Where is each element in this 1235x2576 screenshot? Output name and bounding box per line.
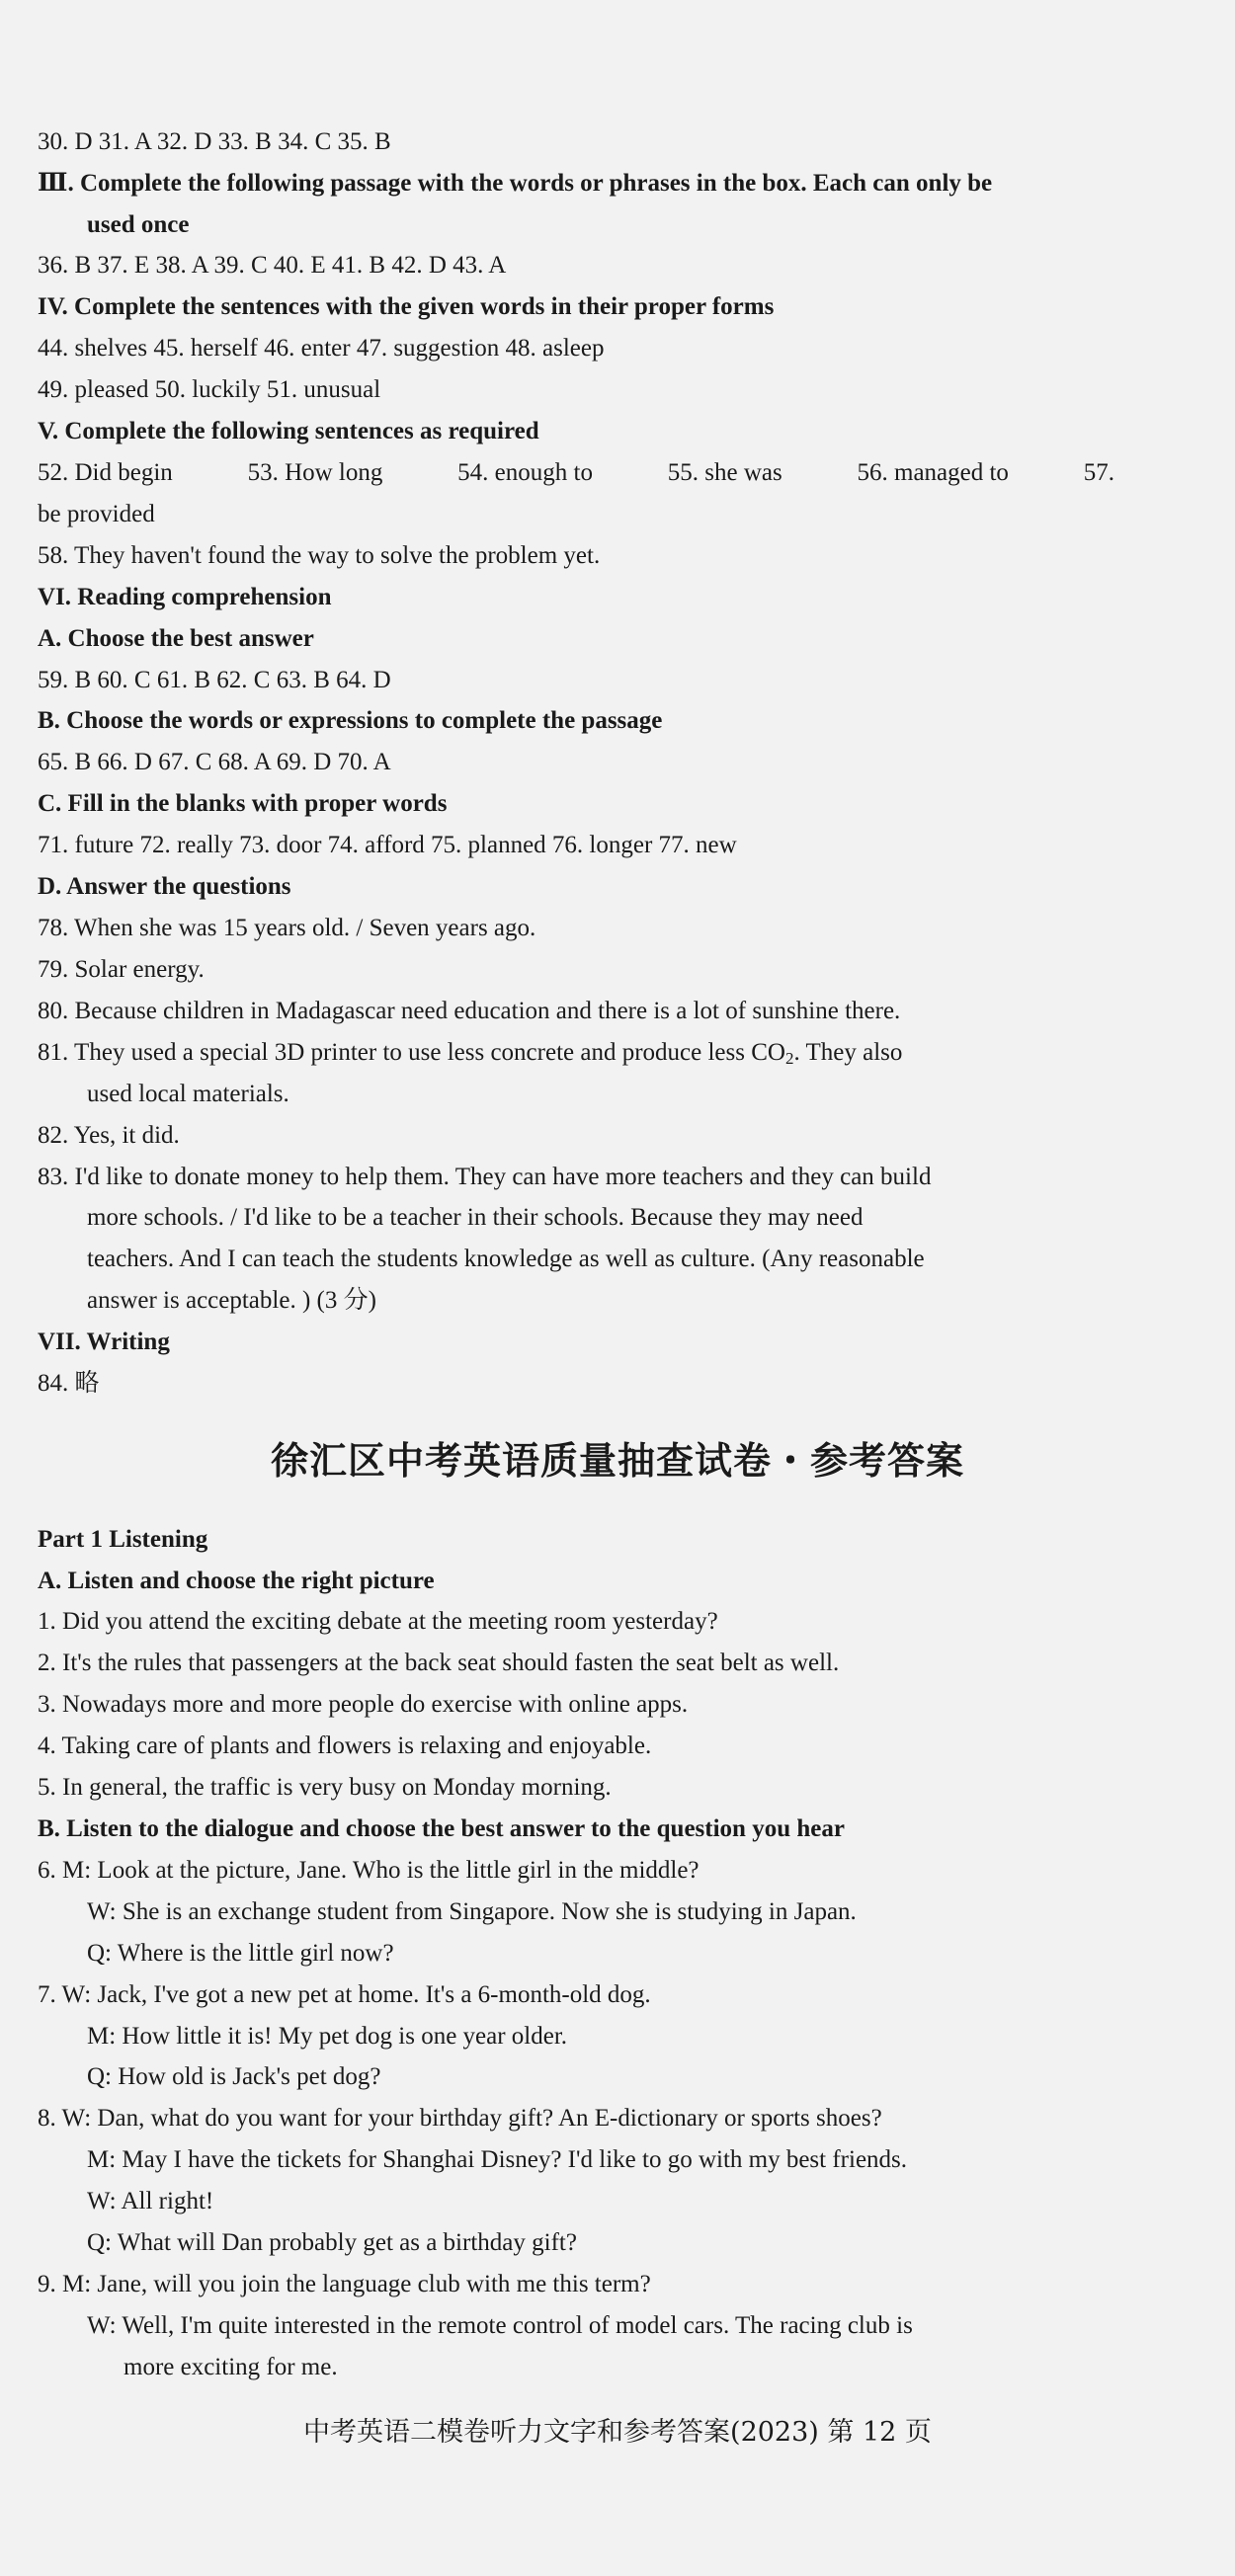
answer-line: 36. B 37. E 38. A 39. C 40. E 41. B 42. D 43. A bbox=[38, 252, 507, 279]
section-heading-cont: used once bbox=[87, 211, 190, 238]
subsection-heading: B. Listen to the dialogue and choose the best answer to the question you hear bbox=[38, 1815, 845, 1842]
part-heading: Part 1 Listening bbox=[38, 1526, 208, 1553]
dialogue-line: Q: What will Dan probably get as a birthday gift? bbox=[87, 2229, 577, 2256]
listening-line: 3. Nowadays more and more people do exercise with online apps. bbox=[38, 1691, 689, 1718]
answer-line-cont: teachers. And I can teach the students knowledge as well as culture. (Any reasonable bbox=[87, 1246, 925, 1272]
dialogue-line: 6. M: Look at the picture, Jane. Who is the little girl in the middle? bbox=[38, 1857, 700, 1884]
answer-line: 44. shelves 45. herself 46. enter 47. suggestion 48. asleep bbox=[38, 335, 605, 362]
listening-line: 1. Did you attend the exciting debate at the meeting room yesterday? bbox=[38, 1608, 718, 1635]
section-heading: V. Complete the following sentences as required bbox=[38, 418, 539, 444]
answer-line: 81. They used a special 3D printer to use less concrete and produce less $CO_2$. They also bbox=[38, 1039, 903, 1068]
section-heading: IV. Complete the sentences with the given words in their proper forms bbox=[38, 293, 775, 320]
dialogue-line: W: All right! bbox=[87, 2188, 214, 2214]
section-heading: Ⅲ. Complete the following passage with the words or phrases in the box. Each can only be bbox=[38, 170, 993, 197]
dialogue-line: M: May I have the tickets for Shanghai Disney? I'd like to go with my best friends. bbox=[87, 2146, 908, 2173]
answer-line-cont: answer is acceptable. ) (3 分) bbox=[87, 1287, 376, 1314]
dialogue-line: 9. M: Jane, will you join the language club with me this term? bbox=[38, 2271, 651, 2297]
subsection-heading: D. Answer the questions bbox=[38, 873, 291, 900]
answer-line-cont: be provided bbox=[38, 501, 155, 527]
answer-line: 58. They haven't found the way to solve the problem yet. bbox=[38, 542, 601, 569]
answer-line: 84. 略 bbox=[38, 1370, 100, 1397]
subsection-heading: B. Choose the words or expressions to complete the passage bbox=[38, 707, 663, 734]
dialogue-line: Q: How old is Jack's pet dog? bbox=[87, 2063, 381, 2090]
answer-line: 79. Solar energy. bbox=[38, 956, 205, 983]
listening-line: 4. Taking care of plants and flowers is relaxing and enjoyable. bbox=[38, 1732, 652, 1759]
dialogue-line: W: She is an exchange student from Singapore. Now she is studying in Japan. bbox=[87, 1898, 857, 1925]
dialogue-line: 8. W: Dan, what do you want for your birthday gift? An E-dictionary or sports shoes? bbox=[38, 2105, 882, 2132]
section-heading: VII. Writing bbox=[38, 1328, 170, 1355]
page-footer: 中考英语二模卷听力文字和参考答案(2023) 第 12 页 bbox=[303, 2417, 932, 2448]
dialogue-line: 7. W: Jack, I've got a new pet at home. It's a 6-month-old dog. bbox=[38, 1981, 651, 2008]
dialogue-line: more exciting for me. bbox=[124, 2354, 338, 2380]
dialogue-line: M: How little it is! My pet dog is one year older. bbox=[87, 2023, 568, 2050]
answer-line: 78. When she was 15 years old. / Seven years ago. bbox=[38, 915, 536, 941]
answer-line: 82. Yes, it did. bbox=[38, 1122, 180, 1149]
answer-line-cont: more schools. / I'd like to be a teacher in their schools. Because they may need bbox=[87, 1204, 864, 1231]
listening-line: 2. It's the rules that passengers at the back seat should fasten the seat belt as well. bbox=[38, 1650, 840, 1676]
dialogue-line: W: Well, I'm quite interested in the remote control of model cars. The racing club is bbox=[87, 2312, 913, 2339]
listening-line: 5. In general, the traffic is very busy on Monday morning. bbox=[38, 1774, 612, 1801]
answer-line: 49. pleased 50. luckily 51. unusual bbox=[38, 376, 381, 403]
subsection-heading: A. Choose the best answer bbox=[38, 625, 314, 652]
section-title: 徐汇区中考英语质量抽查试卷・参考答案 bbox=[270, 1439, 964, 1483]
answer-line: 59. B 60. C 61. B 62. C 63. B 64. D bbox=[38, 667, 391, 693]
answer-line: 65. B 66. D 67. C 68. A 69. D 70. A bbox=[38, 749, 391, 775]
answer-line: 80. Because children in Madagascar need education and there is a lot of sunshine there. bbox=[38, 998, 901, 1024]
answer-line: 71. future 72. really 73. door 74. afford 75. planned 76. longer 77. new bbox=[38, 832, 737, 858]
answer-line-cont: used local materials. bbox=[87, 1081, 289, 1107]
section-heading: VI. Reading comprehension bbox=[38, 584, 332, 610]
answer-line: 83. I'd like to donate money to help them. They can have more teachers and they can build bbox=[38, 1164, 932, 1190]
dialogue-line: Q: Where is the little girl now? bbox=[87, 1940, 394, 1967]
subsection-heading: A. Listen and choose the right picture bbox=[38, 1568, 435, 1594]
answer-line: 30. D 31. A 32. D 33. B 34. C 35. B bbox=[38, 128, 391, 155]
subsection-heading: C. Fill in the blanks with proper words bbox=[38, 790, 448, 817]
answer-line: 52. Did begin 53. How long 54. enough to 55. she was 56. managed to 57. bbox=[38, 459, 1114, 486]
